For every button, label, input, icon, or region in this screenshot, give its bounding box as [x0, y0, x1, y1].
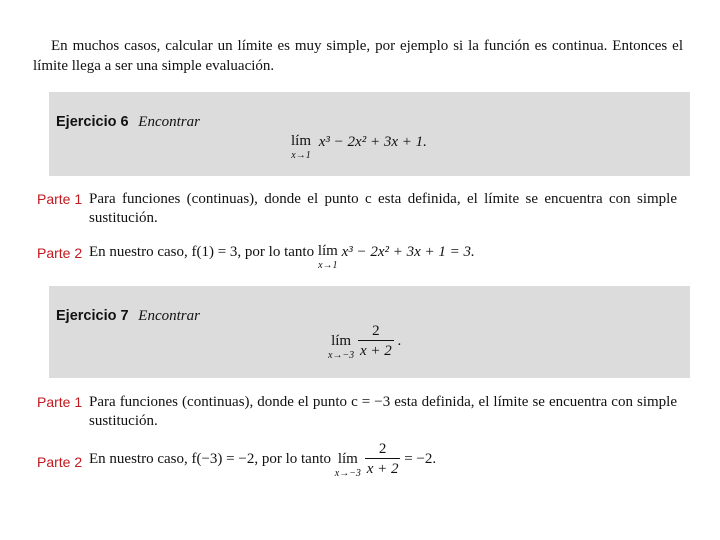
- ex6-part2-text: [89, 244, 475, 271]
- exercise-6-title: Ejercicio 6: [56, 114, 129, 130]
- ex7-part2-tail: = −2.: [404, 451, 437, 467]
- exercise-6-box: [49, 92, 690, 176]
- ex6-part1-label: Parte 1: [37, 191, 83, 207]
- fraction-numerator: 2: [372, 323, 380, 339]
- exercise-7-title: Ejercicio 7: [56, 308, 129, 324]
- fraction-denominator: x + 2: [365, 458, 401, 478]
- ex6-part2-expression: x³ − 2x² + 3x + 1 = 3.: [341, 244, 475, 260]
- ex6-part2-prefix: En nuestro caso, f(1) = 3, por lo tanto: [89, 244, 315, 260]
- fraction: [365, 441, 401, 478]
- ex7-part1-text: Para funciones (continuas), donde el punto c = −3 esta definida, el límite se encuentra con simple sustitución.: [89, 394, 677, 429]
- intro-paragraph: En muchos casos, calcular un límite es muy simple, por ejemplo si la función es continua. Entonces el límite llega a ser una simple evaluación.: [33, 38, 683, 74]
- ex7-part1-label: Parte 1: [37, 394, 83, 410]
- exercise-7-tail: .: [397, 332, 402, 349]
- exercise-7-box: [49, 286, 690, 378]
- fraction-numerator: 2: [378, 441, 387, 457]
- exercise-7-formula: [328, 322, 401, 361]
- ex6-part1-text: Para funciones (continuas), donde el punto c esta definida, el límite se encuentra con simple sustitución.: [89, 191, 677, 226]
- exercise-6-formula: [291, 134, 427, 161]
- ex7-part2-text: [89, 440, 436, 479]
- limit-operator: lím x→1: [291, 133, 312, 161]
- ex7-part2-label: Parte 2: [37, 454, 83, 470]
- limit-operator: lím x→−3: [334, 451, 361, 479]
- exercise-7-verb: Encontrar: [138, 308, 200, 324]
- ex6-part2-label: Parte 2: [37, 245, 83, 261]
- exercise-6-expression: x³ − 2x² + 3x + 1.: [318, 134, 427, 150]
- limit-operator: lím x→−3: [328, 333, 355, 361]
- exercise-7-heading: [56, 308, 200, 325]
- exercise-6-verb: Encontrar: [138, 114, 200, 130]
- fraction: [358, 323, 394, 360]
- exercise-6-heading: [56, 114, 200, 131]
- ex7-part2-prefix: En nuestro caso, f(−3) = −2, por lo tanto: [89, 451, 331, 467]
- fraction-denominator: x + 2: [358, 340, 394, 360]
- limit-operator: lím x→1: [317, 243, 338, 271]
